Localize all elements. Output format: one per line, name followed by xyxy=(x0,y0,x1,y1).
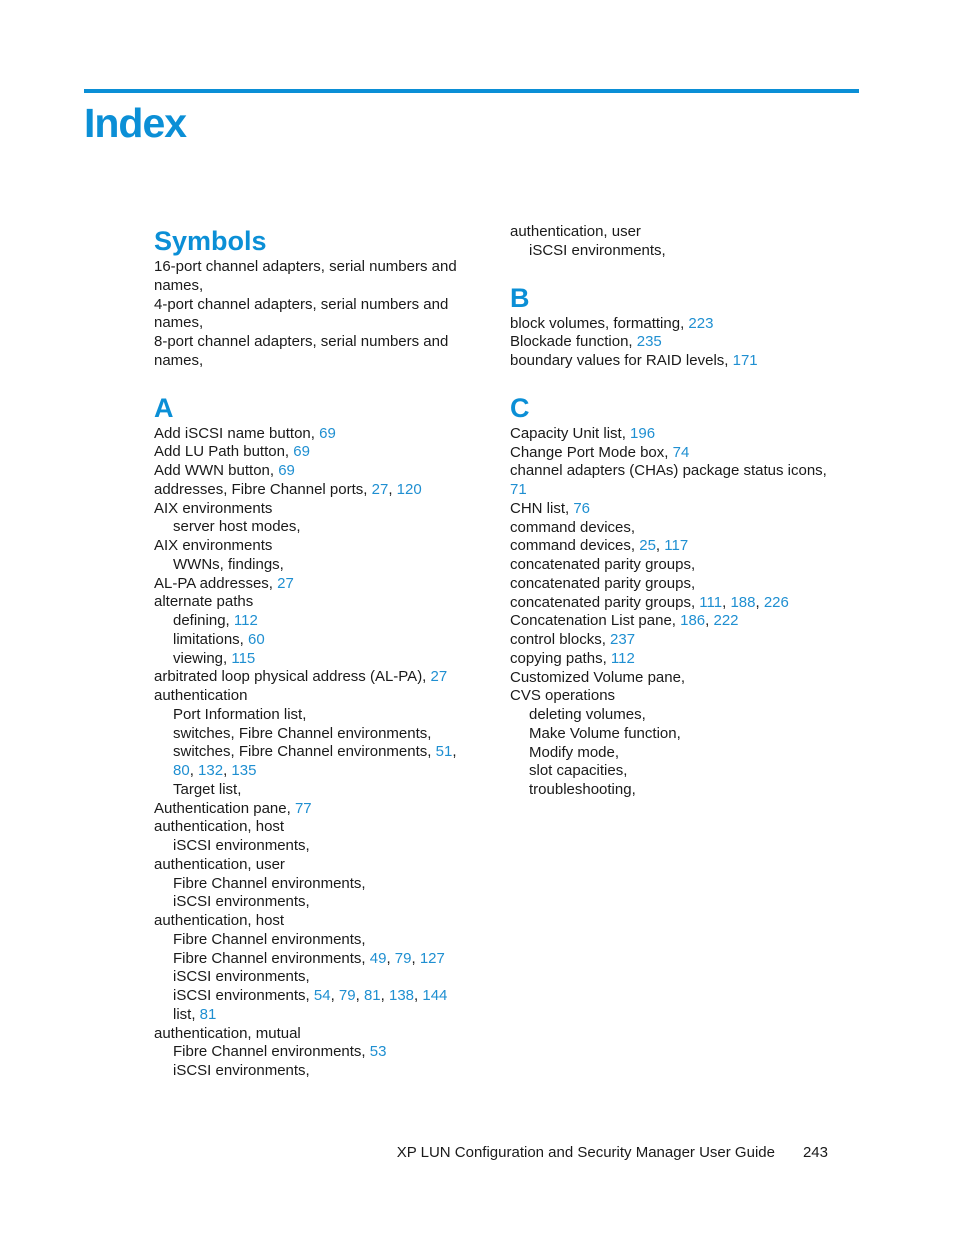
index-entry xyxy=(154,333,474,371)
entry-text: command devices, xyxy=(510,537,640,555)
index-subentry xyxy=(510,781,830,800)
entry-text: Add LU Path button, xyxy=(154,443,294,461)
index-entry: Concatenation List pane, 186, 222 xyxy=(510,612,739,630)
page-link[interactable]: 112 xyxy=(233,612,258,629)
section-heading: Symbols xyxy=(154,226,267,256)
entry-text: iSCSI environments, xyxy=(173,987,314,1004)
page-link[interactable]: 27 xyxy=(371,480,389,498)
page-link[interactable]: 138 xyxy=(388,987,415,1004)
index-subentry xyxy=(154,893,474,912)
page-link[interactable]: 51 xyxy=(435,743,453,761)
index-section xyxy=(510,281,830,371)
index-section xyxy=(510,391,830,800)
entry-text: Modify mode, xyxy=(529,743,620,761)
index-subentry xyxy=(154,706,474,725)
page-link[interactable]: 188 xyxy=(730,593,756,611)
index-subentry xyxy=(154,875,474,894)
index-column-right xyxy=(510,223,830,820)
index-entry xyxy=(510,481,830,500)
page-link[interactable]: 77 xyxy=(294,799,312,817)
index-column-left xyxy=(154,224,474,1101)
index-subentry: 80, 132, 135 xyxy=(173,762,257,779)
index-entry xyxy=(510,575,830,594)
entry-text: slot capacities, xyxy=(529,762,628,780)
entry-text: 16-port channel adapters, serial numbers and names, xyxy=(154,258,457,294)
index-subentry xyxy=(154,837,474,856)
index-entry xyxy=(154,258,474,296)
index-subentry xyxy=(154,650,474,669)
entry-text: command devices, xyxy=(510,518,636,536)
index-subentry xyxy=(154,968,474,987)
entry-trail: , xyxy=(452,743,457,761)
entry-text: control blocks, xyxy=(510,631,611,648)
index-entry xyxy=(510,500,830,519)
page-link[interactable]: 80 xyxy=(173,762,190,779)
entry-text: channel adapters (CHAs) package status icons, xyxy=(510,462,827,480)
entry-text: CVS operations xyxy=(510,687,616,705)
index-entry xyxy=(154,443,474,462)
entry-text: Capacity Unit list, xyxy=(510,424,631,442)
index-entry xyxy=(154,912,474,931)
entry-text: AL-PA addresses, xyxy=(154,574,278,592)
entry-text: addresses, Fibre Channel ports, xyxy=(154,480,372,498)
page-footer xyxy=(397,1144,828,1161)
entry-text: deleting volumes, xyxy=(529,706,646,723)
index-subentry xyxy=(154,931,474,950)
index-entry xyxy=(154,425,474,444)
page-link[interactable]: 111 xyxy=(699,593,723,611)
entry-text: Customized Volume pane, xyxy=(510,668,686,686)
entry-text: authentication, mutual xyxy=(154,1024,301,1042)
index-entry xyxy=(154,296,474,334)
entry-text: Add WWN button, xyxy=(154,462,279,479)
page-link[interactable]: 81 xyxy=(199,1005,217,1023)
index-entry xyxy=(154,856,474,875)
entry-text: troubleshooting, xyxy=(529,781,636,798)
index-section xyxy=(510,223,830,261)
index-entry xyxy=(510,650,830,669)
page-link[interactable]: 49 xyxy=(369,949,387,967)
section-heading: B xyxy=(510,282,530,313)
page-link[interactable]: 115 xyxy=(231,649,256,667)
footer-guide-title: XP LUN Configuration and Security Manager User Guide xyxy=(396,1144,775,1161)
index-subentry xyxy=(154,518,474,537)
entry-text: Target list, xyxy=(173,780,242,798)
entry-text: list, xyxy=(173,1005,200,1023)
index-entry xyxy=(154,687,474,706)
index-entry: command devices, 25, 117 xyxy=(510,537,689,555)
index-entry xyxy=(154,593,474,612)
page-link[interactable]: 71 xyxy=(510,481,527,498)
page-link[interactable]: 25 xyxy=(639,537,656,555)
index-entry xyxy=(510,519,830,538)
index-subentry xyxy=(154,1043,474,1062)
page-link[interactable]: 79 xyxy=(394,949,412,967)
entry-text: 4-port channel adapters, serial numbers and names, xyxy=(154,295,449,332)
index-entry xyxy=(154,575,474,594)
entry-text: boundary values for RAID levels, xyxy=(510,352,733,369)
entry-text: server host modes, xyxy=(173,518,301,536)
index-subentry xyxy=(154,1062,474,1081)
index-entry xyxy=(510,669,830,688)
entry-text: limitations, xyxy=(173,630,249,648)
page-link[interactable]: 132 xyxy=(198,762,224,779)
index-section xyxy=(154,224,474,371)
entry-text: CHN list, xyxy=(510,499,574,517)
entry-text: authentication, user xyxy=(510,223,641,240)
page-link[interactable]: 53 xyxy=(369,1043,387,1061)
index-subentry xyxy=(154,1006,474,1025)
index-entry xyxy=(154,818,474,837)
index-subentry xyxy=(510,725,830,744)
index-subentry: iSCSI environments, 54, 79, 81, 138, 144 xyxy=(173,987,448,1004)
index-subentry xyxy=(510,242,830,261)
page-link[interactable]: 27 xyxy=(430,668,448,686)
page-link[interactable]: 112 xyxy=(610,649,635,667)
page-link[interactable]: 135 xyxy=(231,762,257,779)
entry-text: AIX environments xyxy=(154,499,273,517)
index-subentry xyxy=(154,631,474,650)
index-entry xyxy=(154,1025,474,1044)
page-link[interactable]: 60 xyxy=(248,630,265,648)
index-subentry xyxy=(154,781,474,800)
entry-text: switches, Fibre Channel environments, xyxy=(173,743,436,761)
page-link[interactable]: 76 xyxy=(573,499,591,517)
entry-text: iSCSI environments, xyxy=(529,241,666,259)
index-entry: addresses, Fibre Channel ports, 27, 120 xyxy=(154,480,422,498)
entry-text: Fibre Channel environments, xyxy=(173,930,366,948)
page-link[interactable]: 69 xyxy=(278,462,295,479)
entry-text: WWNs, findings, xyxy=(173,555,284,573)
page-link[interactable]: 69 xyxy=(293,443,310,461)
entry-text: 8-port channel adapters, serial numbers and names, xyxy=(154,333,449,369)
section-heading: C xyxy=(510,392,530,423)
entry-text: Authentication pane, xyxy=(154,799,295,817)
index-subentry xyxy=(154,612,474,631)
index-entry xyxy=(154,537,474,556)
entry-text: iSCSI environments, xyxy=(173,968,310,986)
index-entry xyxy=(510,315,830,334)
page-link[interactable]: 237 xyxy=(610,631,636,648)
page-number: 243 xyxy=(802,1144,828,1161)
entry-text: alternate paths xyxy=(154,593,254,611)
index-entry xyxy=(510,462,830,481)
page-link[interactable]: 79 xyxy=(338,987,356,1004)
index-entry: concatenated parity groups, 111, 188, 226 xyxy=(510,593,789,611)
entry-text: iSCSI environments, xyxy=(173,1062,310,1079)
index-section xyxy=(154,391,474,1081)
page-link[interactable]: 69 xyxy=(319,424,336,442)
title-rule xyxy=(84,89,859,93)
page-link[interactable]: 222 xyxy=(713,612,739,630)
entry-text: authentication, host xyxy=(154,818,285,836)
entry-text: viewing, xyxy=(173,649,232,667)
index-subentry xyxy=(510,706,830,725)
entry-text: Fibre Channel environments, xyxy=(173,1043,370,1061)
page-link[interactable]: 81 xyxy=(363,987,381,1004)
index-entry xyxy=(154,800,474,819)
entry-text: Blockade function, xyxy=(510,333,637,351)
entry-text: defining, xyxy=(173,612,234,629)
entry-text: concatenated parity groups, xyxy=(510,574,696,592)
index-subentry: Fibre Channel environments, 49, 79, 127 xyxy=(173,949,445,967)
index-subentry xyxy=(510,744,830,763)
entry-text: Concatenation List pane, xyxy=(510,612,681,630)
entry-text: concatenated parity groups, xyxy=(510,593,700,611)
entry-text: Fibre Channel environments, xyxy=(173,874,366,892)
entry-text: authentication, host xyxy=(154,912,285,929)
page-link[interactable]: 117 xyxy=(664,537,689,555)
index-subentry xyxy=(154,556,474,575)
entry-text: AIX environments xyxy=(154,537,273,554)
section-heading: A xyxy=(154,392,174,423)
page-link[interactable]: 196 xyxy=(630,424,656,442)
entry-text: arbitrated loop physical address (AL-PA), xyxy=(154,668,431,686)
index-entry xyxy=(510,352,830,371)
index-entry xyxy=(154,668,474,687)
index-entry xyxy=(510,556,830,575)
page-title: Index xyxy=(84,100,187,146)
page-link[interactable]: 127 xyxy=(419,949,445,967)
page-link[interactable]: 54 xyxy=(313,987,331,1004)
entry-text: iSCSI environments, xyxy=(173,837,310,854)
entry-text: authentication, user xyxy=(154,855,285,873)
index-subentry xyxy=(154,725,474,744)
index-entry xyxy=(154,500,474,519)
index-entry xyxy=(154,462,474,481)
entry-text: block volumes, formatting, xyxy=(510,314,689,332)
page-link[interactable]: 226 xyxy=(763,593,789,611)
page-link[interactable]: 223 xyxy=(688,314,714,332)
entry-text: concatenated parity groups, xyxy=(510,556,696,573)
page-link[interactable]: 74 xyxy=(672,443,690,461)
page-link[interactable]: 235 xyxy=(636,333,662,351)
index-entry xyxy=(510,687,830,706)
entry-text: authentication xyxy=(154,687,248,704)
index-entry xyxy=(510,631,830,650)
index-entry xyxy=(510,223,830,242)
index-entry xyxy=(510,333,830,352)
index-entry xyxy=(510,425,830,444)
entry-text: Make Volume function, xyxy=(529,724,681,742)
entry-text: Add iSCSI name button, xyxy=(154,424,320,442)
entry-text: iSCSI environments, xyxy=(173,893,310,911)
entry-text: switches, Fibre Channel environments, xyxy=(173,724,432,742)
page-link[interactable]: 171 xyxy=(732,352,758,369)
entry-text: Change Port Mode box, xyxy=(510,443,673,461)
entry-text: copying paths, xyxy=(510,649,611,667)
entry-text: Fibre Channel environments, xyxy=(173,949,370,967)
page-link[interactable]: 144 xyxy=(422,987,448,1004)
page-link[interactable]: 120 xyxy=(396,480,422,498)
index-entry xyxy=(510,444,830,463)
index-subentry xyxy=(154,743,474,762)
page-link[interactable]: 27 xyxy=(277,574,294,592)
page-link[interactable]: 186 xyxy=(680,612,706,630)
entry-text: Port Information list, xyxy=(173,705,307,723)
index-subentry xyxy=(510,762,830,781)
